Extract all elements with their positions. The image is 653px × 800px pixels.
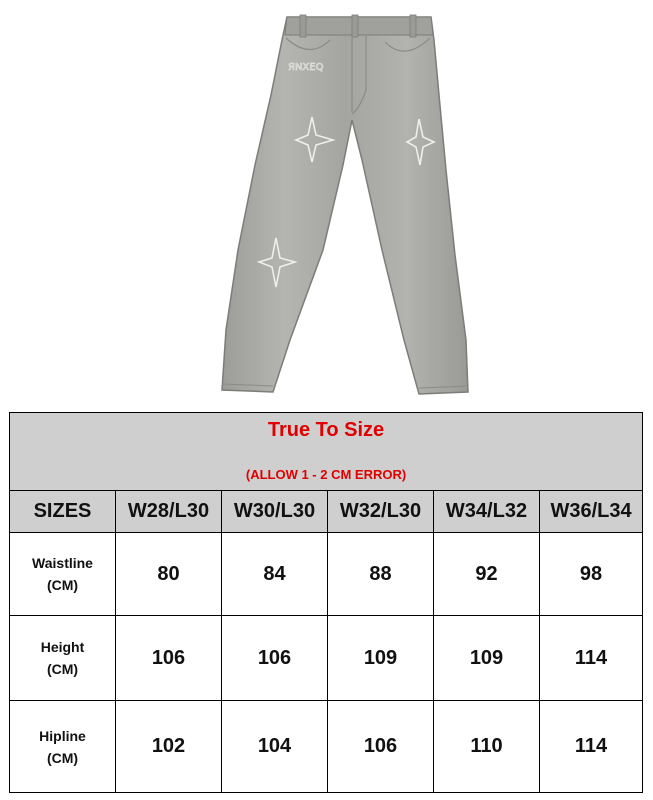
table-cell: 109	[328, 616, 434, 701]
table-row-height	[10, 616, 643, 701]
jeans-logo-text: ЯNXEQ	[288, 62, 324, 73]
size-chart-table	[9, 412, 643, 793]
row-label-unit: (CM)	[46, 577, 79, 593]
table-cell: 106	[116, 616, 222, 701]
table-cell: 88	[328, 533, 434, 616]
size-header-3: W34/L32	[434, 491, 540, 533]
size-header-0: W28/L30	[116, 491, 222, 533]
size-header-4: W36/L34	[540, 491, 643, 533]
table-cell: 106	[328, 701, 434, 793]
jeans-body	[222, 17, 468, 394]
table-cell: 84	[222, 533, 328, 616]
table-cell: 98	[540, 533, 643, 616]
size-header-2: W32/L30	[328, 491, 434, 533]
size-chart-subtitle: (ALLOW 1 - 2 CM ERROR)	[245, 467, 407, 482]
size-header-1: W30/L30	[222, 491, 328, 533]
table-cell: 114	[540, 701, 643, 793]
row-label-name: Height	[40, 639, 85, 655]
row-label-name: Hipline	[39, 727, 86, 744]
table-cell: 102	[116, 701, 222, 793]
size-chart-title-cell	[10, 413, 643, 491]
table-cell: 114	[540, 616, 643, 701]
table-cell: 109	[434, 616, 540, 701]
table-cell: 104	[222, 701, 328, 793]
table-cell: 110	[434, 701, 540, 793]
row-label-waistline	[10, 533, 116, 616]
sizes-header: SIZES	[10, 491, 116, 533]
table-cell: 92	[434, 533, 540, 616]
row-label-unit: (CM)	[46, 749, 79, 766]
size-chart-title: True To Size	[267, 419, 385, 441]
row-label-hipline	[10, 701, 116, 793]
table-row-waistline	[10, 533, 643, 616]
table-cell: 80	[116, 533, 222, 616]
row-label-height	[10, 616, 116, 701]
table-cell: 106	[222, 616, 328, 701]
row-label-name: Waistline	[32, 555, 93, 571]
row-label-unit: (CM)	[46, 661, 79, 677]
table-row-hipline	[10, 701, 643, 793]
